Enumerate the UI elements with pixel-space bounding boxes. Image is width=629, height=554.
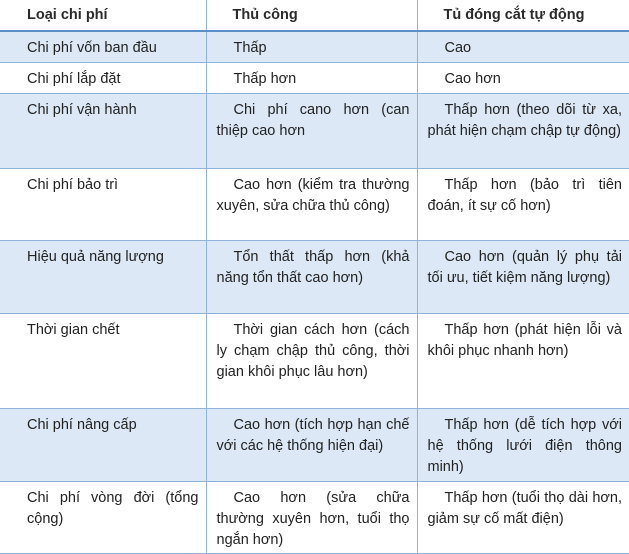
automatic-value: Cao hơn <box>417 62 629 93</box>
table-row <box>0 408 629 481</box>
manual-value: Thời gian cách hơn (cách ly chạm chập thủ công, thời gian khôi phục lâu hơn) <box>206 313 417 408</box>
header-cost-type: Loại chi phí <box>0 0 206 31</box>
table-row <box>0 93 629 168</box>
automatic-value: Thấp hơn (tuổi thọ dài hơn, giảm sự cố mất điện) <box>417 481 629 553</box>
automatic-value: Thấp hơn (theo dõi từ xa, phát hiện chạm chập tự động) <box>417 93 629 168</box>
table-row <box>0 62 629 93</box>
header-manual: Thủ công <box>206 0 417 31</box>
row-label: Chi phí vòng đời (tổng cộng) <box>0 481 206 553</box>
row-label: Hiệu quả năng lượng <box>0 240 206 313</box>
manual-value: Chi phí cano hơn (can thiệp cao hơn <box>206 93 417 168</box>
manual-value: Tổn thất thấp hơn (khả năng tổn thất cao hơn) <box>206 240 417 313</box>
automatic-value: Thấp hơn (bảo trì tiên đoán, ít sự cố hơn) <box>417 168 629 240</box>
automatic-value: Thấp hơn (phát hiện lỗi và khôi phục nhanh hơn) <box>417 313 629 408</box>
manual-value: Thấp <box>206 31 417 62</box>
row-label: Chi phí bảo trì <box>0 168 206 240</box>
manual-value: Cao hơn (tích hợp hạn chế với các hệ thống hiện đại) <box>206 408 417 481</box>
row-label: Thời gian chết <box>0 313 206 408</box>
automatic-value: Thấp hơn (dễ tích hợp với hệ thống lưới điện thông minh) <box>417 408 629 481</box>
row-label: Chi phí vận hành <box>0 93 206 168</box>
table-header-row <box>0 0 629 31</box>
row-label: Chi phí vốn ban đầu <box>0 31 206 62</box>
row-label: Chi phí lắp đặt <box>0 62 206 93</box>
table-row <box>0 313 629 408</box>
manual-value: Cao hơn (kiểm tra thường xuyên, sửa chữa thủ công) <box>206 168 417 240</box>
automatic-value: Cao hơn (quản lý phụ tải tối ưu, tiết kiệm năng lượng) <box>417 240 629 313</box>
table-row <box>0 481 629 553</box>
header-automatic-switchgear: Tủ đóng cắt tự động <box>417 0 629 31</box>
table-row <box>0 168 629 240</box>
automatic-value: Cao <box>417 31 629 62</box>
row-label: Chi phí nâng cấp <box>0 408 206 481</box>
table-row <box>0 240 629 313</box>
manual-value: Thấp hơn <box>206 62 417 93</box>
manual-value: Cao hơn (sửa chữa thường xuyên hơn, tuổi thọ ngắn hơn) <box>206 481 417 553</box>
table-row <box>0 31 629 62</box>
